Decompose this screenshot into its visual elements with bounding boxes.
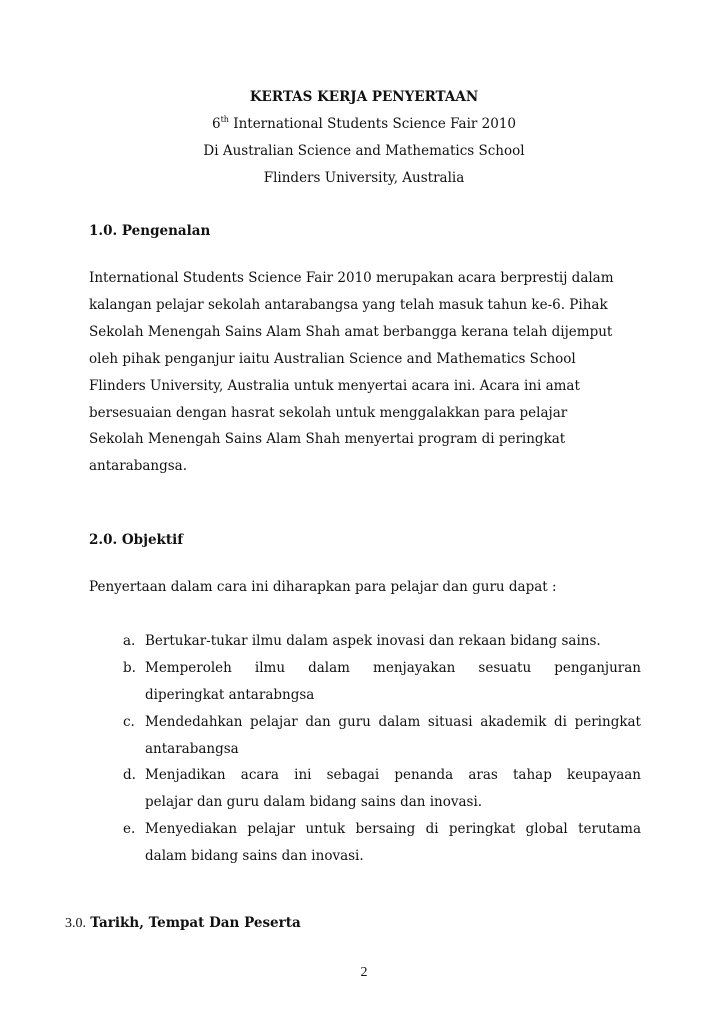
event-ordinal-suffix: th	[220, 115, 229, 124]
section-1-line: antarabangsa.	[89, 458, 188, 474]
list-item-text: Menjadikan acara ini sebagai penanda aras tahap keupayaan	[145, 767, 641, 783]
section-1-line: International Students Science Fair 2010 merupakan acara berprestij dalam	[89, 270, 614, 286]
document-title: KERTAS KERJA PENYERTAAN	[249, 89, 479, 105]
section-1-line: Sekolah Menengah Sains Alam Shah amat berbangga kerana telah dijemput	[89, 324, 613, 340]
list-item-text: diperingkat antarabngsa	[145, 687, 315, 703]
list-item-text: pelajar dan guru dalam bidang sains dan inovasi.	[145, 794, 483, 810]
section-2-intro: Penyertaan dalam cara ini diharapkan para pelajar dan guru dapat :	[89, 579, 557, 595]
event-name-rest: International Students Science Fair 2010	[228, 116, 517, 132]
section-1-line: oleh pihak penganjur iaitu Australian Science and Mathematics School	[89, 351, 576, 367]
section-3-heading	[65, 917, 301, 931]
list-item-text: Memperoleh ilmu dalam menjayakan sesuatu penganjuran	[145, 660, 641, 676]
event-name	[0, 115, 728, 132]
list-item-label: e.	[123, 821, 136, 837]
page-number: 2	[360, 965, 368, 980]
list-item-text: dalam bidang sains dan inovasi.	[145, 848, 364, 864]
section-3-title: Tarikh, Tempat Dan Peserta	[90, 915, 301, 931]
list-item-text: Mendedahkan pelajar dan guru dalam situasi akademik di peringkat	[145, 714, 641, 730]
list-item-text: antarabangsa	[145, 741, 239, 757]
section-2-heading: 2.0. Objektif	[89, 532, 184, 548]
list-item-label: b.	[123, 660, 136, 676]
section-1-line: Flinders University, Australia untuk menyertai acara ini. Acara ini amat	[89, 378, 580, 394]
section-3-number: 3.0.	[65, 916, 86, 931]
venue-line: Di Australian Science and Mathematics School	[203, 143, 525, 159]
event-number: 6	[211, 116, 221, 132]
section-1-heading: 1.0. Pengenalan	[89, 223, 211, 239]
list-item-label: d.	[123, 767, 136, 783]
section-1-line: bersesuaian dengan hasrat sekolah untuk menggalakkan para pelajar	[89, 405, 568, 421]
section-1-line: kalangan pelajar sekolah antarabangsa yang telah masuk tahun ke-6. Pihak	[89, 297, 608, 313]
section-1-line: Sekolah Menengah Sains Alam Shah menyertai program di peringkat	[89, 431, 566, 447]
list-item-text: Bertukar-tukar ilmu dalam aspek inovasi dan rekaan bidang sains.	[145, 633, 601, 649]
list-item-text: Menyediakan pelajar untuk bersaing di peringkat global terutama	[145, 821, 641, 837]
university-line: Flinders University, Australia	[263, 170, 465, 186]
list-item-label: c.	[123, 714, 135, 730]
list-item-label: a.	[123, 633, 136, 649]
